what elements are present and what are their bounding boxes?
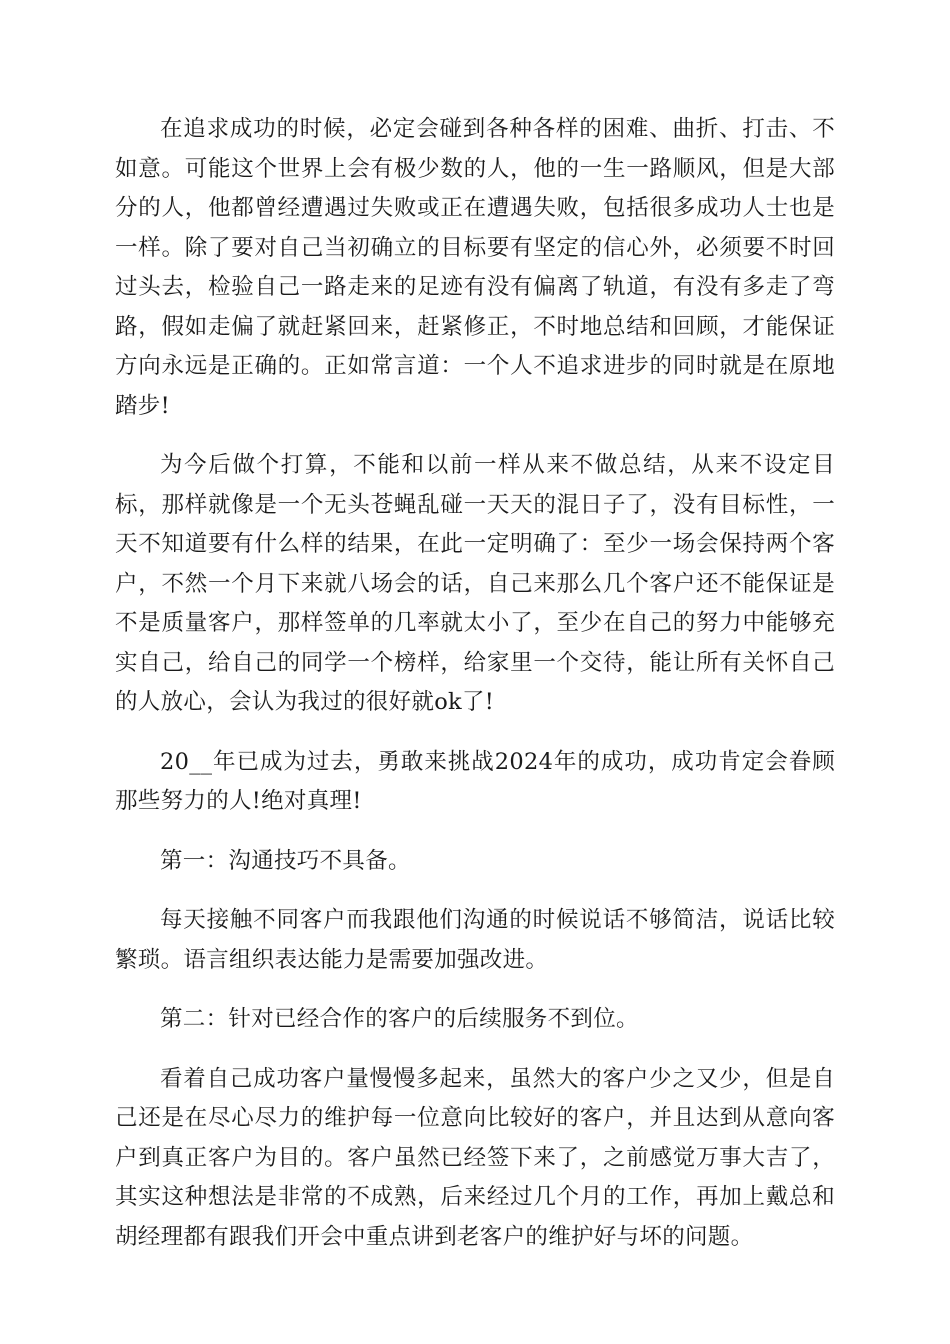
paragraph-communication: 每天接触不同客户而我跟他们沟通的时候说话不够简洁，说话比较繁琐。语言组织表达能力是需要加强改进。	[115, 907, 835, 973]
paragraph-new-year: 20__年已成为过去，勇敢来挑战2024年的成功，成功肯定会眷顾那些努力的人!绝对真理!	[115, 748, 835, 814]
heading-point-one: 第一：沟通技巧不具备。	[160, 847, 411, 874]
paragraph-client-service: 看着自己成功客户量慢慢多起来，虽然大的客户少之又少，但是自己还是在尽心尽力的维护每一位意向比较好的客户，并且达到从意向客户到真正客户为目的。客户虽然已经签下来了，之前感觉万事大吉了，其实这种想法是非常的不成熟，后来经过几个月的工作，再加上戴总和胡经理都有跟我们开会中重点讲到老客户的维护好与坏的问题。	[115, 1065, 835, 1250]
heading-point-two: 第二：针对已经合作的客户的后续服务不到位。	[160, 1006, 639, 1032]
document-body	[115, 110, 835, 1277]
paragraph-future-plan: 为今后做个打算，不能和以前一样从来不做总结，从来不设定目标，那样就像是一个无头苍蝇乱碰一天天的混日子了，没有目标性，一天不知道要有什么样的结果，在此一定明确了：至少一场会保持两个客户，不然一个月下来就八场会的话，自己来那么几个客户还不能保证是不是质量客户，那样签单的几率就太小了，至少在自己的努力中能够充实自己，给自己的同学一个榜样，给家里一个交待，能让所有关怀自己的人放心，会认为我过的很好就ok了!	[115, 452, 835, 715]
paragraph-reflection: 在追求成功的时候，必定会碰到各种各样的困难、曲折、打击、不如意。可能这个世界上会有极少数的人，他的一生一路顺风，但是大部分的人，他都曾经遭遇过失败或正在遭遇失败，包括很多成功人士也是一样。除了要对自己当初确立的目标要有坚定的信心外，必须要不时回过头去，检验自己一路走来的足迹有没有偏离了轨道，有没有多走了弯路，假如走偏了就赶紧回来，赶紧修正，不时地总结和回顾，才能保证方向永远是正确的。正如常言道：一个人不追求进步的同时就是在原地踏步!	[115, 116, 835, 419]
